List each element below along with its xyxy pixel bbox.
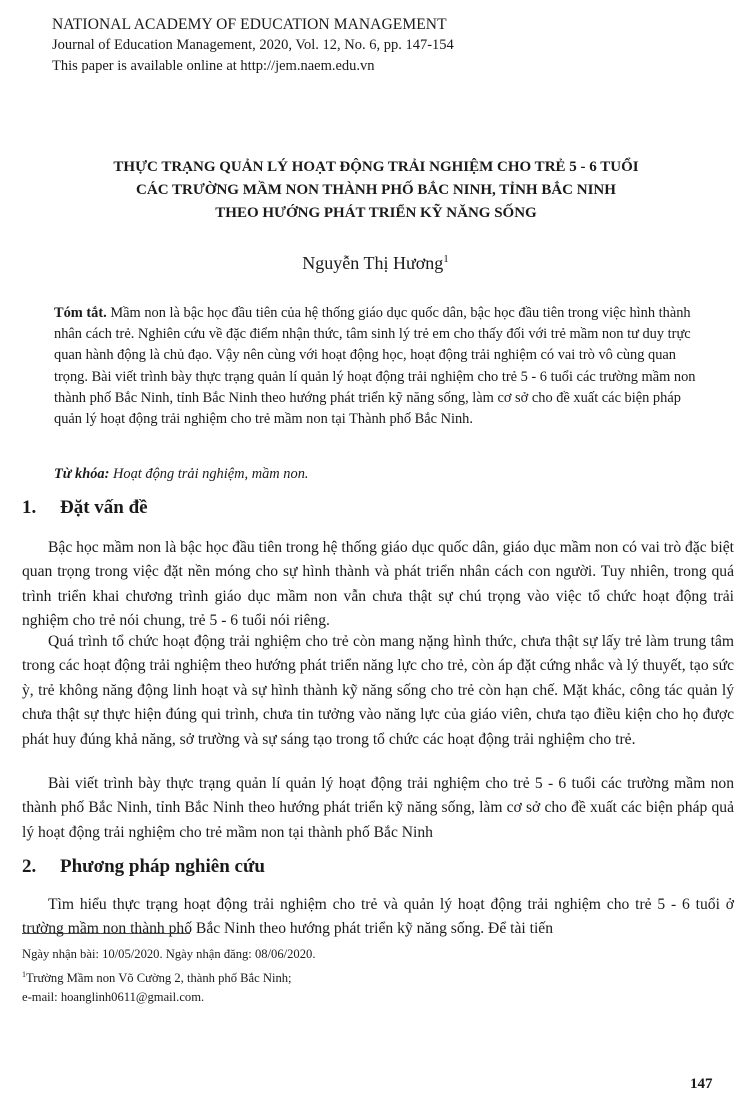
affiliation-mark: 1 <box>22 969 26 979</box>
title-line-3: THEO HƯỚNG PHÁT TRIỂN KỸ NĂNG SỐNG <box>215 205 537 221</box>
keywords-text: Hoạt động trải nghiệm, mầm non. <box>113 466 309 482</box>
title-line-1: THỰC TRẠNG QUẢN LÝ HOẠT ĐỘNG TRẢI NGHIỆM CHO TRẺ 5 - 6 TUỔI <box>113 159 639 175</box>
journal-header <box>52 14 732 77</box>
author-name: Nguyễn Thị Hương <box>302 253 444 273</box>
title-line-2: CÁC TRƯỜNG MẦM NON THÀNH PHỐ BẮC NINH, TỈNH BẮC NINH <box>136 182 616 198</box>
journal-citation: Journal of Education Management, 2020, Vol. 12, No. 6, pp. 147-154 <box>52 37 454 53</box>
paper-title <box>40 156 712 225</box>
abstract <box>54 303 707 430</box>
author-affiliation-mark: 1 <box>443 253 449 265</box>
availability-note: This paper is available online at http://jem.naem.edu.vn <box>52 58 375 74</box>
section-number: 1. <box>22 497 37 518</box>
abstract-text: Mầm non là bậc học đầu tiên của hệ thống giáo dục quốc dân, bậc học đầu tiên trong việc hình thành nhân cách trẻ. Nghiên cứu về đặc điểm nhận thức, tâm sinh lý trẻ em cho thấy đối với trẻ mầm non tư duy trực quan hành động là chủ đạo. Vậy nên cùng với hoạt động học, hoạt động trải nghiệm có vai trò vô cùng quan trọng. Bài viết trình bày thực trạng quản lí quản lý hoạt động trải nghiệm cho trẻ 5 - 6 tuổi các trường mầm non thành phố Bắc Ninh, tỉnh Bắc Ninh theo hướng phát triển kỹ năng sống, làm cơ sở cho đề xuất các biện pháp quản lý hoạt động trải nghiệm cho trẻ mầm non tại Thành phố Bắc Ninh. <box>54 305 696 428</box>
affiliation <box>22 965 622 989</box>
received-dates: Ngày nhận bài: 10/05/2020. Ngày nhận đăng: 08/06/2020. <box>22 947 316 961</box>
section-title: Phương pháp nghiên cứu <box>60 856 265 877</box>
section-title: Đặt vấn đề <box>60 497 148 518</box>
paragraph: Bậc học mầm non là bậc học đầu tiên trong hệ thống giáo dục quốc dân, giáo dục mầm non có vai trò đặc biệt quan trọng trong việc đặt nền móng cho sự hình thành và phát triển nhân cách con người. Tuy nhiên, trong quá trình triển khai chương trình giáo dục mầm non vẫn chưa thật sự chú trọng vào việc tổ chức hoạt động trải nghiệm cho trẻ nói chung, trẻ 5 - 6 tuổi nói riêng. <box>22 539 734 630</box>
author-email: e-mail: hoanglinh0611@gmail.com. <box>22 990 205 1005</box>
affiliation-text: Trường Mầm non Võ Cường 2, thành phố Bắc Ninh; <box>26 970 292 985</box>
organization-name: NATIONAL ACADEMY OF EDUCATION MANAGEMENT <box>52 16 447 33</box>
section-heading <box>22 856 265 878</box>
paragraph: Bài viết trình bày thực trạng quản lí quản lý hoạt động trải nghiệm cho trẻ 5 - 6 tuổi các trường mầm non thành phố Bắc Ninh, tỉnh Bắc Ninh theo hướng phát triển kỹ năng sống, làm cơ sở cho đề xuất các biện pháp quả lý hoạt động trải nghiệm cho trẻ mầm non tại thành phố Bắc Ninh <box>22 775 734 841</box>
page-number: 147 <box>690 1076 713 1092</box>
author-line <box>0 253 751 274</box>
keywords-label: Từ khóa: <box>54 466 110 482</box>
abstract-label: Tóm tắt. <box>54 305 107 321</box>
keywords <box>54 466 707 483</box>
section-heading <box>22 497 148 519</box>
paragraph: Tìm hiểu thực trạng hoạt động trải nghiệm cho trẻ và quản lý hoạt động trải nghiệm cho trẻ 5 - 6 tuổi ở trường mầm non thành phố Bắc Ninh theo hướng phát triển kỹ năng sống. Để tài tiến <box>22 896 734 938</box>
paragraph: Quá trình tổ chức hoạt động trải nghiệm cho trẻ còn mang nặng hình thức, chưa thật sự lấy trẻ làm trung tâm trong các hoạt động trải nghiệm theo hướng phát triển năng lực cho trẻ, còn áp đặt cứng nhắc và lý thuyết, tạo sức ỳ, trẻ không năng động linh hoạt và sự hình thành kỹ năng sống cho trẻ còn hạn chế. Mặt khác, công tác quản lý chưa thật sự thực hiện đúng qui trình, chưa tin tưởng vào năng lực của giáo viên, chưa tạo điều kiện cho họ được phát huy đúng khả năng, sở trường và sự sáng tạo trong tổ chức các hoạt động trải nghiệm cho trẻ. <box>22 633 734 748</box>
footnote-divider <box>22 933 190 934</box>
section-number: 2. <box>22 856 37 877</box>
footnotes <box>22 945 622 1008</box>
